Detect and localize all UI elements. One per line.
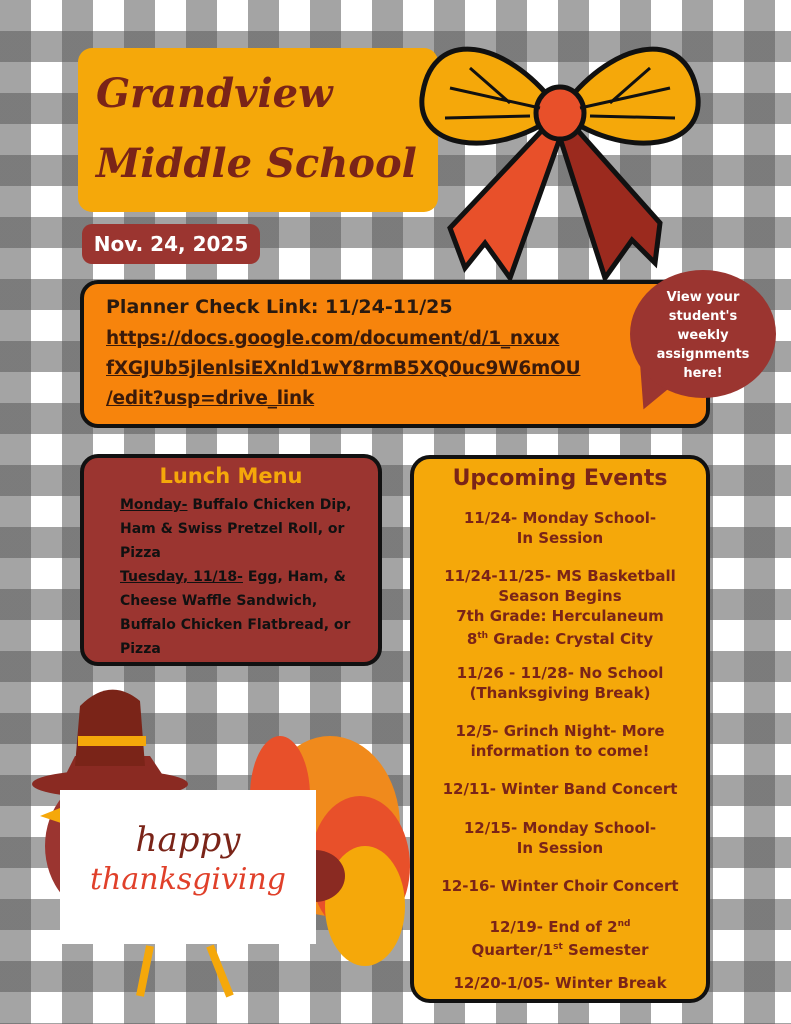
planner-link-line2[interactable]: fXGJUb5jlenlsiEXnld1wY8rmB5XQ0uc9W6mOU [106, 358, 581, 379]
tuesday-label: Tuesday, 11/18- [120, 569, 243, 585]
card-happy-text: happy [135, 820, 241, 860]
planner-link-line1[interactable]: https://docs.google.com/document/d/1_nxux [106, 328, 560, 349]
planner-label: Planner Check Link: 11/24-11/25 [106, 296, 453, 318]
event-item: 12/11- Winter Band Concert [442, 780, 678, 798]
bow-icon [410, 28, 710, 308]
event-item: 12/20-1/05- Winter Break [453, 974, 667, 992]
speech-bubble-text: View your student's weekly assignments here! [656, 290, 750, 381]
date-badge: Nov. 24, 2025 [82, 224, 260, 264]
card-thanksgiving-text: thanksgiving [89, 862, 287, 897]
monday-text: Buffalo Chicken Dip, Ham & Swiss Pretzel Roll, or Pizza [120, 497, 352, 561]
event-item: 12/5- Grinch Night- More information to come! [455, 722, 665, 760]
event-item: 12/19- End of 2nd Quarter/1st Semester [471, 918, 649, 959]
event-item: 11/26 - 11/28- No School (Thanksgiving Break) [456, 664, 664, 702]
planner-link-line3[interactable]: /edit?usp=drive_link [106, 388, 315, 409]
event-item: 12-16- Winter Choir Concert [441, 877, 679, 895]
event-item: 12/15- Monday School- In Session [463, 819, 657, 857]
event-item: 11/24- Monday School- In Session [463, 509, 657, 547]
tuesday-text: Egg, Ham, & Cheese Waffle Sandwich, Buffalo Chicken Flatbread, or Pizza [120, 569, 351, 657]
event-item: 11/24-11/25- MS Basketball Season Begins 7th Grade: Herculaneum 8th Grade: Crystal City [444, 567, 676, 648]
events-title: Upcoming Events [452, 466, 668, 491]
lunch-menu-body [120, 493, 372, 661]
school-title-line1: Grandview [96, 70, 333, 117]
lunch-menu-title: Lunch Menu [159, 464, 303, 488]
school-title-line2: Middle School [96, 140, 417, 187]
monday-label: Monday- [120, 497, 188, 513]
